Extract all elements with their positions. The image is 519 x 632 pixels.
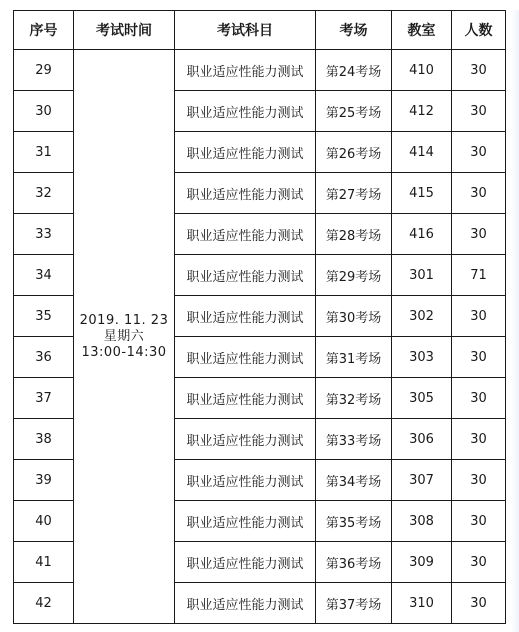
- cell-classroom: 305: [392, 378, 452, 419]
- cell-subject: 职业适应性能力测试: [175, 173, 316, 214]
- cell-classroom: 310: [392, 583, 452, 624]
- cell-room: 第36考场: [316, 542, 392, 583]
- cell-subject: 职业适应性能力测试: [175, 91, 316, 132]
- cell-seq: 30: [14, 91, 74, 132]
- cell-room: 第32考场: [316, 378, 392, 419]
- header-count: 人数: [452, 11, 506, 50]
- cell-count: 30: [452, 460, 506, 501]
- header-time: 考试时间: [74, 11, 175, 50]
- cell-seq: 38: [14, 419, 74, 460]
- cell-room: 第30考场: [316, 296, 392, 337]
- cell-subject: 职业适应性能力测试: [175, 50, 316, 91]
- cell-room: 第25考场: [316, 91, 392, 132]
- cell-count: 30: [452, 337, 506, 378]
- cell-classroom: 302: [392, 296, 452, 337]
- cell-room: 第35考场: [316, 501, 392, 542]
- cell-subject: 职业适应性能力测试: [175, 132, 316, 173]
- cell-count: 30: [452, 542, 506, 583]
- time-date: 2019. 11. 23: [79, 312, 169, 328]
- cell-room: 第28考场: [316, 214, 392, 255]
- cell-exam-time: [74, 50, 175, 624]
- cell-room: 第33考场: [316, 419, 392, 460]
- cell-count: 30: [452, 583, 506, 624]
- cell-room: 第24考场: [316, 50, 392, 91]
- cell-seq: 32: [14, 173, 74, 214]
- cell-classroom: 303: [392, 337, 452, 378]
- cell-classroom: 415: [392, 173, 452, 214]
- cell-seq: 42: [14, 583, 74, 624]
- cell-subject: 职业适应性能力测试: [175, 296, 316, 337]
- cell-room: 第34考场: [316, 460, 392, 501]
- cell-classroom: 307: [392, 460, 452, 501]
- exam-schedule-table: [13, 10, 506, 624]
- time-weekday: 星期六: [103, 328, 145, 344]
- cell-classroom: 309: [392, 542, 452, 583]
- cell-count: 71: [452, 255, 506, 296]
- cell-count: 30: [452, 419, 506, 460]
- cell-seq: 35: [14, 296, 74, 337]
- cell-subject: 职业适应性能力测试: [175, 419, 316, 460]
- header-classroom: 教室: [392, 11, 452, 50]
- cell-count: 30: [452, 50, 506, 91]
- cell-room: 第31考场: [316, 337, 392, 378]
- cell-count: 30: [452, 501, 506, 542]
- cell-seq: 29: [14, 50, 74, 91]
- cell-seq: 34: [14, 255, 74, 296]
- header-subject: 考试科目: [175, 11, 316, 50]
- cell-seq: 39: [14, 460, 74, 501]
- cell-classroom: 410: [392, 50, 452, 91]
- cell-count: 30: [452, 91, 506, 132]
- cell-seq: 36: [14, 337, 74, 378]
- cell-room: 第26考场: [316, 132, 392, 173]
- header-row: [14, 11, 506, 50]
- cell-subject: 职业适应性能力测试: [175, 583, 316, 624]
- cell-room: 第37考场: [316, 583, 392, 624]
- cell-classroom: 416: [392, 214, 452, 255]
- cell-count: 30: [452, 132, 506, 173]
- table-body: [14, 50, 506, 624]
- cell-count: 30: [452, 173, 506, 214]
- page-edge: [511, 10, 519, 632]
- cell-classroom: 306: [392, 419, 452, 460]
- cell-count: 30: [452, 214, 506, 255]
- cell-seq: 41: [14, 542, 74, 583]
- cell-classroom: 301: [392, 255, 452, 296]
- cell-subject: 职业适应性能力测试: [175, 378, 316, 419]
- cell-classroom: 412: [392, 91, 452, 132]
- cell-seq: 40: [14, 501, 74, 542]
- table-row: [14, 50, 506, 91]
- cell-seq: 31: [14, 132, 74, 173]
- header-seq: 序号: [14, 11, 74, 50]
- cell-subject: 职业适应性能力测试: [175, 337, 316, 378]
- cell-subject: 职业适应性能力测试: [175, 501, 316, 542]
- cell-seq: 37: [14, 378, 74, 419]
- cell-subject: 职业适应性能力测试: [175, 460, 316, 501]
- cell-count: 30: [452, 378, 506, 419]
- cell-subject: 职业适应性能力测试: [175, 214, 316, 255]
- cell-room: 第29考场: [316, 255, 392, 296]
- cell-count: 30: [452, 296, 506, 337]
- cell-seq: 33: [14, 214, 74, 255]
- cell-subject: 职业适应性能力测试: [175, 255, 316, 296]
- cell-room: 第27考场: [316, 173, 392, 214]
- time-range: 13:00-14:30: [81, 344, 167, 360]
- cell-subject: 职业适应性能力测试: [175, 542, 316, 583]
- cell-classroom: 308: [392, 501, 452, 542]
- header-room: 考场: [316, 11, 392, 50]
- cell-classroom: 414: [392, 132, 452, 173]
